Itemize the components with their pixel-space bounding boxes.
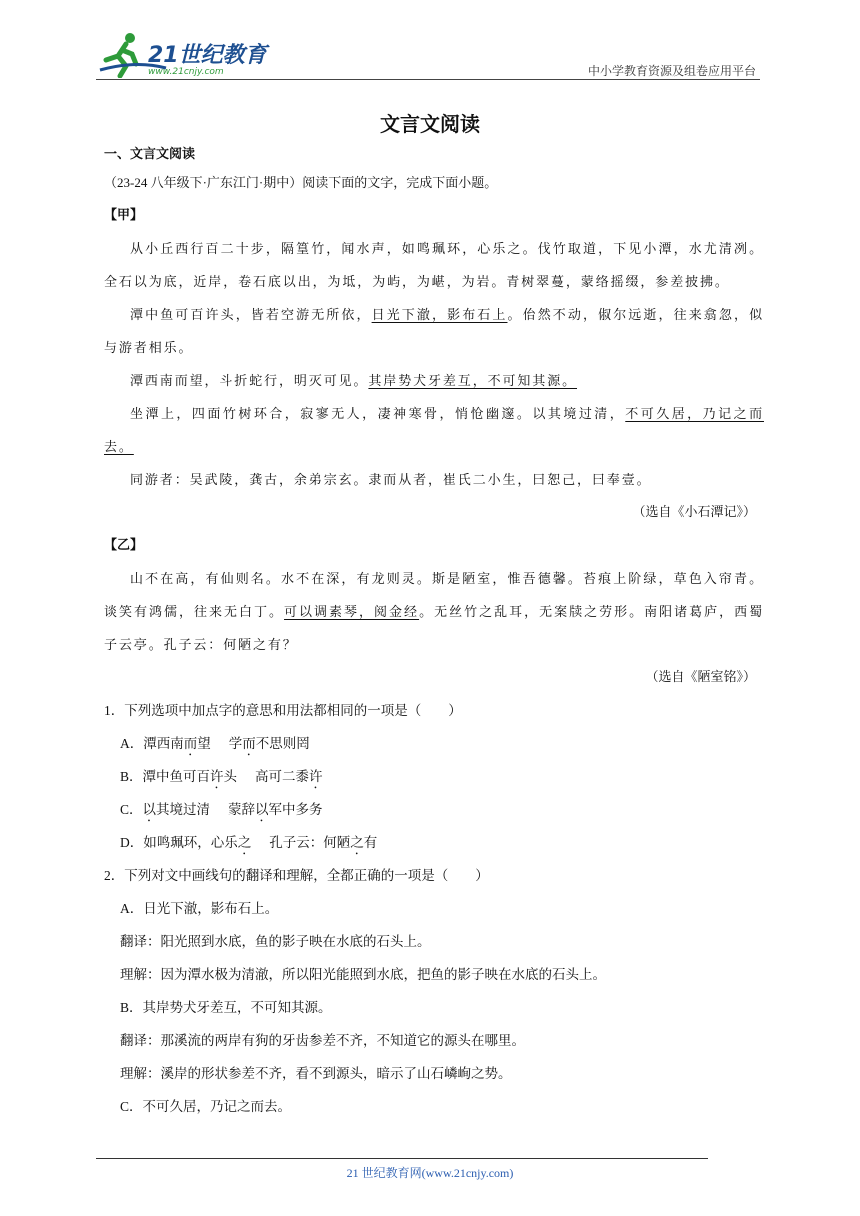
text-run: 潭西南而望，斗折蛇行，明灭可见。	[130, 373, 369, 388]
question-1-option-b[interactable]	[104, 760, 764, 793]
question-2-option-b-translation: 翻译：那溪流的两岸有狗的牙齿参差不齐，不知道它的源头在哪里。	[120, 1033, 525, 1048]
question-2-option-a[interactable]: A．日光下澈，影布石上。	[120, 901, 279, 916]
jia-paragraph-2	[104, 298, 764, 364]
dotted-char: 许	[309, 769, 323, 784]
question-2-option-c[interactable]: C．不可久居，乃记之而去。	[120, 1099, 292, 1114]
text-run: 。无丝竹之乱耳，无案牍之劳形。南阳诸葛庐，西蜀子云亭。孔子云：何陋之有？	[104, 604, 765, 652]
option-letter: B．	[120, 769, 143, 784]
text-run: 其境过清	[156, 802, 211, 817]
dotted-char: 以	[142, 802, 157, 817]
platform-name: 中小学教育资源及组卷应用平台	[587, 64, 756, 78]
passage-jia-mark: 【甲】	[104, 208, 144, 223]
text-run: 潭中鱼可百	[142, 769, 211, 784]
passage-yi-mark: 【乙】	[104, 538, 144, 553]
text-run: 潭西南	[143, 736, 184, 751]
question-1-option-d[interactable]	[104, 826, 764, 859]
text-run: 望	[197, 736, 211, 751]
logo-url: www.21cnjy.com	[148, 67, 224, 77]
text-run: 高可二黍	[255, 769, 310, 784]
document-body	[104, 144, 764, 1123]
yi-source: （选自《陋室铭》）	[645, 670, 756, 685]
section-heading: 一、文言文阅读	[104, 147, 196, 162]
text-run: 如鸣珮环，心乐	[143, 835, 238, 850]
question-1-stem: 1．下列选项中加点字的意思和用法都相同的一项是（ ）	[104, 703, 462, 718]
question-2-stem: 2．下列对文中画线句的翻译和理解，全都正确的一项是（ ）	[104, 868, 489, 883]
page-title: 文言文阅读	[380, 112, 480, 136]
text-run: 头	[223, 769, 238, 784]
text-run: 有	[363, 835, 378, 850]
dotted-char: 之	[237, 835, 252, 850]
underlined-sentence: 其岸势犬牙差互，不可知其源。	[368, 373, 578, 388]
jia-paragraph-5: 同游者：吴武陵，龚古，余弟宗玄。隶而从者，崔氏二小生，曰恕己，曰奉壹。	[130, 472, 652, 487]
text-run: 学	[228, 736, 243, 751]
question-1-option-a[interactable]	[104, 727, 764, 760]
header-divider	[96, 79, 760, 80]
question-2-option-a-translation: 翻译：阳光照到水底，鱼的影子映在水底的石头上。	[120, 934, 431, 949]
jia-paragraph-3	[104, 364, 764, 397]
page-header	[96, 30, 760, 80]
question-1-option-c[interactable]	[104, 793, 764, 826]
text-run: 孔子云：何陋	[269, 835, 351, 850]
jia-source: （选自《小石潭记》）	[632, 505, 756, 520]
yi-paragraph-1	[104, 562, 764, 661]
passage-intro: （23-24 八年级下·广东江门·期中）阅读下面的文字，完成下面小题。	[104, 175, 498, 190]
underlined-sentence: 日光下澈，影布石上	[371, 307, 508, 322]
passage-jia	[104, 232, 764, 496]
jia-paragraph-4	[104, 397, 764, 463]
jia-paragraph-1: 从小丘西行百二十步，隔篁竹，闻水声，如鸣珮环，心乐之。伐竹取道，下见小潭，水尤清冽。全石以为底，近岸，卷石底以出，为坻，为屿，为嵁，为岩。青树翠蔓，蒙络摇缀，参差披拂。	[104, 241, 764, 289]
text-run: 军中多务	[268, 802, 323, 817]
text-run: 坐潭上，四面竹树环合，寂寥无人，凄神寒骨，悄怆幽邃。以其境过清，	[130, 406, 626, 421]
dotted-char: 之	[350, 835, 364, 850]
text-run: 蒙辞	[228, 802, 256, 817]
underlined-sentence: 不可久居，乃记之而去。	[104, 406, 764, 454]
question-2-option-b-understanding: 理解：溪岸的形状参差不齐，看不到源头，暗示了山石嶙峋之势。	[120, 1066, 512, 1081]
dotted-char: 而	[183, 736, 198, 751]
question-2-option-b[interactable]: B．其岸势犬牙差互，不可知其源。	[120, 1000, 332, 1015]
underlined-sentence: 可以调素琴，阅金经	[284, 604, 420, 619]
dotted-char: 而	[242, 736, 256, 751]
text-run: 山不在高，有仙则名。水不在深，有龙则灵。斯是陋室，惟吾德馨。苔痕上阶绿，草色入帘青。谈笑有鸿儒，往来无白丁。	[104, 571, 764, 619]
text-run: 不思则罔	[255, 736, 310, 751]
question-2-option-a-understanding: 理解：因为潭水极为清澈，所以阳光能照到水底，把鱼的影子映在水底的石头上。	[120, 967, 606, 982]
option-letter: A．	[120, 736, 144, 751]
dotted-char: 许	[210, 769, 224, 784]
passage-yi	[104, 562, 764, 661]
text-run: 。佁然不动，俶尔远逝，往来翕忽，似与游者相乐。	[104, 307, 764, 355]
footer-divider	[96, 1158, 708, 1159]
option-letter: C．	[120, 802, 143, 817]
page-footer[interactable]: 21 世纪教育网(www.21cnjy.com)	[346, 1166, 514, 1180]
logo-text: 21世纪教育	[148, 43, 267, 68]
option-letter: D．	[120, 835, 144, 850]
dotted-char: 以	[255, 802, 269, 817]
logo-21cnjy	[96, 30, 276, 78]
text-run: 潭中鱼可百许头，皆若空游无所依，	[130, 307, 372, 322]
